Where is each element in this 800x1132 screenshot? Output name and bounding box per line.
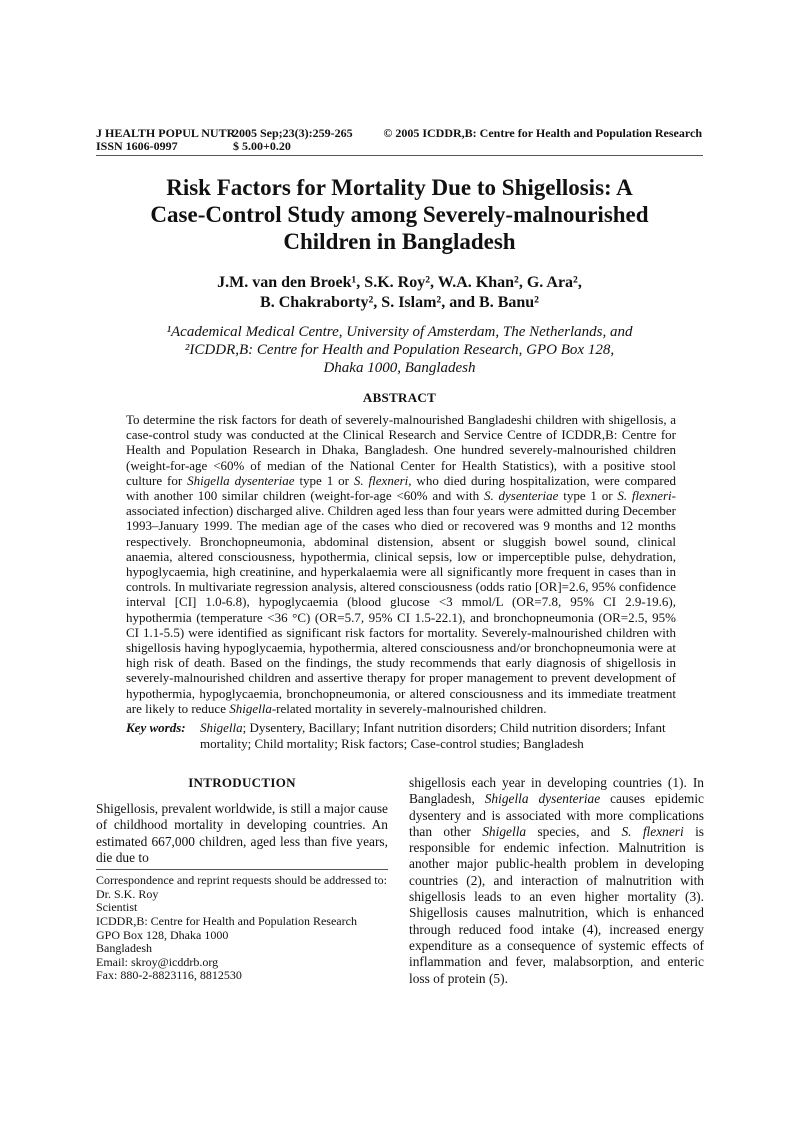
correspondence-line: Bangladesh [96,941,152,956]
species-name: S. dysenteriae [483,488,559,504]
title-line: Case-Control Study among Severely-malnourished [150,202,649,227]
introduction-text-left: Shigellosis, prevalent worldwide, is still a major cause of childhood mortality in developing countries. An estimated 667,000 children, aged less than five years, die due to [96,801,388,865]
species-name: Shigella dysenteriae [484,791,601,807]
header-divider [96,155,703,156]
keywords-text: Shigella; Dysentery, Bacillary; Infant nutrition disorders; Child nutrition disorders; Infant mortality; Child mortality; Risk factors; Case-control studies; Bangladesh [200,720,666,751]
issn: ISSN 1606-0997 [96,139,178,153]
left-column [96,775,388,983]
affiliations [96,323,703,377]
author-list [96,273,703,313]
affiliation-line: ²ICDDR,B: Centre for Health and Population Research, GPO Box 128, [184,342,615,358]
title-line: Risk Factors for Mortality Due to Shigellosis: A [166,175,633,200]
correspondence-line: GPO Box 128, Dhaka 1000 [96,927,229,942]
abstract-heading: ABSTRACT [362,390,437,405]
affiliation-line: Dhaka 1000, Bangladesh [323,360,476,376]
correspondence-block [96,869,388,983]
price: $ 5.00+0.20 [233,139,291,153]
author-line: B. Chakraborty², S. Islam², and B. Banu² [260,294,539,311]
title-line: Children in Bangladesh [283,229,516,254]
journal-header [96,127,702,153]
species-name: Shigella [229,700,272,716]
abstract-body: To determine the risk factors for death of severely-malnourished Bangladeshi children with shigellosis, a case-control study was conducted at the Clinical Research and Service Centre of ICDDR,B: Centre for Health and Population Research in Dhaka, Bangladesh. One hundred severely-malnourished children (weight-for-age <60% of median of the National Center for Health Statistics), with a positive stool culture for Shigella dysenteriae type 1 or S. flexneri, who died during hospitalization, were compared with another 100 similar children (weight-for-age <60% and with S. dysenteriae type 1 or S. flexneri-associated infection) discharged alive. Children aged less than four years were admitted during December 1993–January 1999. The median age of the cases who died or recovered was 9 months and 12 months respectively. Bronchopneumonia, abdominal distension, absent or sluggish bowel sound, clinical anaemia, altered consciousness, hypothermia, clinical sepsis, low or imperceptible pulse, dehydration, hypoglycaemia, high creatinine, and hyperkalaemia were all significantly more frequent in cases than in controls. In multivariate regression analysis, altered consciousness (odds ratio [OR]=2.6, 95% confidence interval [CI] 1.0-6.8), hypoglycaemia (blood glucose <3 mmol/L (OR=7.8, 95% CI 2.9-19.6), hypothermia (temperature <36 °C) (OR=5.7, 95% CI 1.5-22.1), and bronchopneumonia (OR=2.5, 95% CI 1.1-5.5) were identified as significant risk factors for mortality. Severely-malnourished children with shigellosis having hypoglycaemia, hypothermia, altered consciousness and/or bronchopneumonia were at high risk of death. Based on the findings, the study recommends that early diagnosis of shigellosis in severely-malnourished children and assertive therapy for proper management to prevent development of hypothermia, hypoglycaemia, bronchopneumonia, or altered consciousness and its immediate treatment are likely to reduce Shigella-related mortality in severely-malnourished children. [126,412,676,716]
correspondence-fax: Fax: 880-2-8823116, 8812530 [96,968,242,983]
affiliation-line: ¹Academical Medical Centre, University of Amsterdam, The Netherlands, and [166,324,633,340]
journal-citation: 2005 Sep;23(3):259-265 [233,126,353,140]
correspondence-line: Correspondence and reprint requests should be addressed to: [96,873,387,888]
correspondence-line: Dr. S.K. Roy [96,886,159,901]
journal-name: J HEALTH POPUL NUTR [96,126,236,140]
correspondence-line: Scientist [96,900,138,915]
species-name: S. flexneri [621,823,684,839]
introduction-heading: INTRODUCTION [188,775,296,790]
author-line: J.M. van den Broek¹, S.K. Roy², W.A. Khan², G. Ara², [217,274,582,291]
copyright-notice: © 2005 ICDDR,B: Centre for Health and Population Research [383,126,702,140]
keywords [126,720,676,751]
article-title [96,174,703,255]
keywords-label: Key words: [126,720,186,735]
species-name: S. flexneri [353,472,409,488]
correspondence-email: Email: skroy@icddrb.org [96,954,219,969]
introduction-text-right: shigellosis each year in developing countries (1). In Bangladesh, Shigella dysenteriae causes epidemic dysentery and is associated with more complications than other Shigella species, and S. flexneri is responsible for endemic infection. Malnutrition is another major public-health problem in developing countries (2), and interaction of malnutrition with shigellosis leads to an even higher mortality (3). Shigellosis causes malnutrition, which is enhanced through reduced food intake (4), increased energy expenditure as a consequence of systemic effects of inflammation and fever, malabsorption, and enteric loss of protein (5). [409,775,705,986]
species-name: Shigella dysenteriae [187,472,295,488]
correspondence-line: ICDDR,B: Centre for Health and Population Research [96,913,357,928]
species-name: S. flexneri [617,488,672,504]
species-name: Shigella [482,823,527,839]
